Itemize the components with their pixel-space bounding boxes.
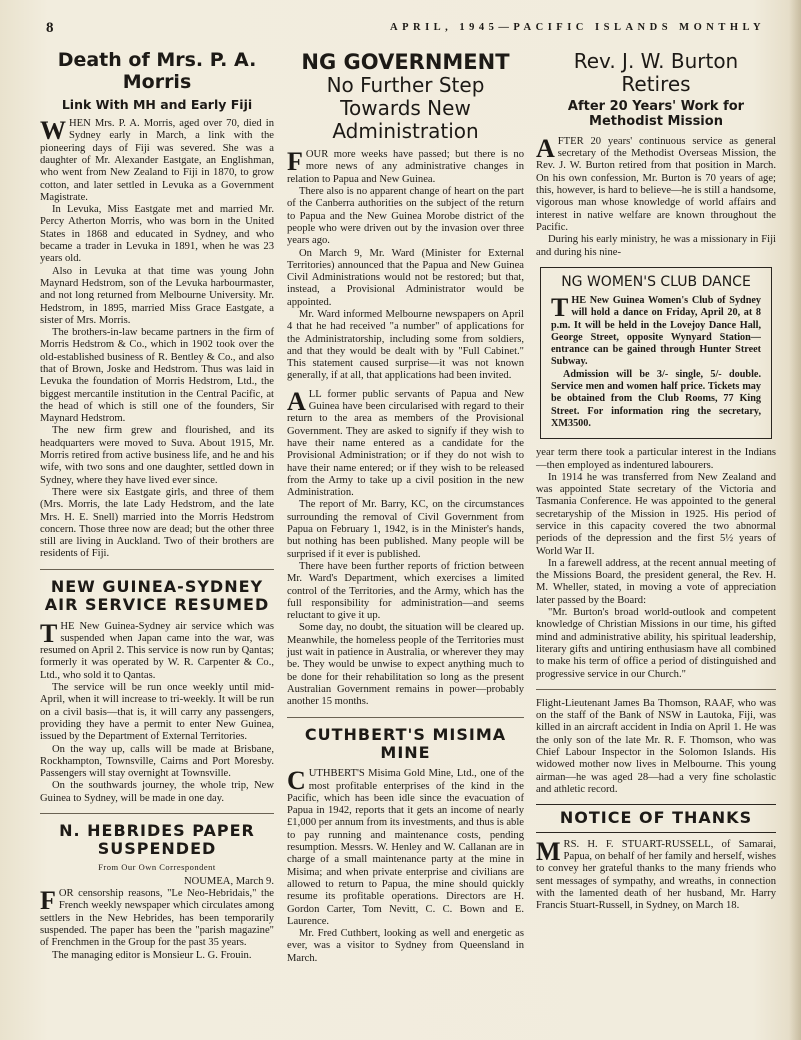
article-hebrides-paper (40, 822, 274, 962)
article-body (536, 133, 776, 259)
article-body (40, 118, 274, 561)
dropcap: T (40, 618, 58, 648)
article-burton-continued (536, 447, 776, 681)
paragraph: In Levuka, Miss Eastgate met and married Mr. Percy Atherton Morris, who was born in the United States in 1868 and educated in Sydney, and who became a trader in Levuka in 1891, when he was 23 years old. (40, 204, 274, 265)
dropcap: M (536, 836, 561, 866)
column-1 (40, 50, 274, 962)
paragraph: Also in Levuka at that time was young John Maynard Hedstrom, son of the Levuka harbourmaster, and not long returned from Melbourne University. Mr. Hedstrom, in 1895, married Miss Grace Eastgate, a sister of Mrs. Morris. (40, 265, 274, 326)
dateline: NOUMEA, March 9. (183, 875, 274, 887)
dropcap: T (551, 292, 569, 322)
paragraph: HEN Mrs. P. A. Morris, aged over 70, died in Sydney early in March, a link with the pioneering days of Fiji was severed. She was a daughter of Mr. Alexander Eastgate, an Englishman, who went from New Zealand to Fiji in 1870, to grow cotton, and later settled in Levuka as a Government Magistrate. (40, 118, 274, 203)
article-ng-government (287, 50, 524, 709)
notice-of-thanks (536, 804, 776, 832)
paragraph: The brothers-in-law became partners in the firm of Morris Hedstrom & Co., which in 1902 took over the old-established business of R. Bentley & Co., and also that of Brown, Joske and Hedstrom. Thus was laid in Levuka the foundation of Morris Hedstrom, Ltd., the biggest mercantile institution in the Central Pacific, at the head of which is still one of the founders, Sir Maynard Hedstrom. (40, 327, 274, 425)
article-subtitle: Link With MH and Early Fiji (61, 96, 253, 112)
article-air-service (40, 578, 274, 805)
paragraph: On the way up, calls will be made at Brisbane, Rockhampton, Townsville, Cairns and Port Moresby. Passengers will stay overnight at Townsville. (40, 743, 274, 780)
column-3 (536, 50, 776, 912)
dropcap: W (40, 116, 66, 146)
article-subtitle: After 20 Years' Work for Methodist Mission (567, 99, 745, 129)
notice-box-dance (540, 267, 772, 439)
running-head: APRIL, 1945—PACIFIC ISLANDS MONTHLY (390, 22, 766, 33)
page-edge-shadow (789, 0, 801, 1040)
paragraph: In 1914 he was transferred from New Zealand and was appointed State secretary of the Victoria and Tasmania Conference. He was appointed to the general secretaryship of the Mission in 1925. His period of service in this capacity covered the two abnormal periods of the depression and the first 5½ years of World War II. (536, 471, 776, 557)
paragraph: The new firm grew and flourished, and its headquarters were moved to Suva. About 1915, Mr. Morris retired from active business life, and he and his wife, with two sons and one daughter, settled down in Sydney, where they have lived ever since. (40, 425, 274, 486)
paragraph: UTHBERT'S Misima Gold Mine, Ltd., one of the most profitable enterprises of the kind in the Pacific, which has been idle since the evacuation of Papua in 1942, reports that it gets an income of nearly £1,000 per annum from its investments, and thus is able to pay running and maintenance costs, pending resumption. Messrs. W. Henley and W. Callanan are in charge of a small maintenance party at the mine in Misima; and when private enterprise and civilians are allowed to return to Papua, the mine should quickly resume its profitable operations. Directors are H. Gordon Carter, Tom Nevitt, C. C. Bown and E. Laurence. (287, 768, 524, 927)
article-title: CUTHBERT'S MISIMA MINE (304, 724, 507, 762)
divider (40, 813, 274, 814)
article-title: NEW GUINEA-SYDNEY AIR SERVICE RESUMED (44, 576, 270, 615)
paragraph: OR censorship reasons, "Le Neo-Hebridais," the French weekly newspaper which circulates among settlers in the New Hebrides, has been temporarily suspended. The paper has been the "parish magazine" of Frenchmen in the Group for the past 35 years. (40, 888, 274, 949)
dropcap: F (287, 147, 303, 177)
article-title: Death of Mrs. P. A. Morris (57, 49, 257, 93)
article-morris (40, 50, 274, 561)
article-misima-mine (287, 726, 524, 966)
paragraph: The report of Mr. Barry, KC, on the circumstances surrounding the removal of Civil Government from Papua on February 1, 1942, is in the Minister's hands, but nothing has been published. Many people will be surprised if it ever is published. (287, 499, 524, 560)
article-burton (536, 50, 776, 259)
paragraph: FTER 20 years' continuous service as general secretary of the Methodist Overseas Mission, the Rev. J. W. Burton retired from that position in March. On his own confession, Mr. Burton is 70 years of age; this, however, is hard to believe—he is still a handsome, vigorous man whose knowledge of world affairs and interest in native welfare are known throughout the Pacific. (536, 135, 776, 233)
page-number: 8 (46, 20, 54, 36)
paragraph: There also is no apparent change of heart on the part of the Canberra authorities on the subject of the return to Papua and the New Guinea Morobe district of the people who were driven out by the invasion over three years ago. (287, 186, 524, 247)
article-subtitle: No Further Step Towards New Administration (326, 73, 485, 144)
article-title: NG GOVERNMENT (301, 50, 510, 74)
byline: From Our Own Correspondent (98, 861, 216, 872)
article-title: N. HEBRIDES PAPER SUSPENDED (59, 820, 255, 859)
paragraph: Admission will be 3/- single, 5/- double. Service men and women half price. Tickets may be obtained from the Club Rooms, 77 King Street. For information ring the secretary, XM3500. (551, 368, 761, 429)
notice-title: NG WOMEN'S CLUB DANCE (561, 273, 751, 290)
article-body (287, 149, 524, 708)
article-body (40, 888, 274, 962)
divider (40, 569, 274, 570)
divider (287, 717, 524, 718)
paragraph: There were six Eastgate girls, and three of them (Mrs. Morris, the late Lady Hedstrom, and the late Mrs. H. E. Snell) married into the Morris Hedstrom concern. Those three now are dead; but the other three still are living in Auckland. Two of their brothers are residents of Fiji. (40, 486, 274, 560)
article-body (40, 618, 274, 805)
paragraph: HE New Guinea Women's Club of Sydney will hold a dance on Friday, April 20, at 8 p.m. It will be held in the Lovejoy Dance Hall, George Street, opposite Wynyard Station—entrance can be gained through Hunter Street Subway. (551, 294, 761, 368)
paragraph: OUR more weeks have passed; but there is no more news of any administrative changes in relation to Papua and New Guinea. (287, 149, 524, 185)
paragraph: The service will be run once weekly until mid-April, when it will increase to tri-weekly. It will be run on a civil basis—that is, it will carry any passengers, providing they have a permit to enter New Guinea, issued by the Department of External Territories. (40, 682, 274, 743)
paragraph: year term there took a particular interest in the Indians—then employed as indentured labourers. (536, 447, 776, 471)
dropcap: A (536, 133, 555, 163)
dropcap: A (287, 386, 306, 416)
dropcap: F (40, 886, 56, 916)
paragraph: LL former public servants of Papua and New Guinea have been circularised with regard to their return to the area as members of the Provisional Government. They are asked to signify if they wish to have their name entered as a candidate for the Provisional Administration; or if they do not wish to have their name entered; or if they wish to be released from the Army to take up a civil position in the new Administration. (287, 388, 524, 499)
divider (536, 689, 776, 690)
paragraph: In a farewell address, at the recent annual meeting of the Missions Board, the president general, the Rev. H. M. Wheller, stated, in moving a vote of appreciation later passed by the Board: (536, 557, 776, 606)
paragraph: On the southwards journey, the whole trip, New Guinea to Sydney, will be made in one day. (40, 780, 274, 804)
paragraph: HE New Guinea-Sydney air service which was suspended when Japan came into the war, was resumed on April 2. This service is now run by Qantas; formerly it was operated by W. R. Carpenter & Co., Ltd., who sold it to Qantas. (40, 620, 274, 681)
article-title: NOTICE OF THANKS (559, 808, 753, 828)
column-2 (287, 50, 524, 965)
paragraph: "Mr. Burton's broad world-outlook and competent knowledge of Christian Missions in our time, his gifted mind and administrative ability, his spiritual leadership, literary gifts and untiring enthusiasm have all combined to make his term of office a period of distinguished and progressive service in our Church." (536, 607, 776, 680)
paragraph: The managing editor is Monsieur L. G. Frouin. (52, 949, 252, 961)
paragraph: During his early ministry, he was a missionary in Fiji and during his nine- (536, 234, 776, 258)
paragraph: Some day, no doubt, the situation will be cleared up. Meanwhile, the homeless people of the Territories must just wait in patience in Australia, or wherever they may be. They would be unwise to expect anything much to be done for their rehabilitation so long as the present Australian Government remains in power—probably another 15 months. (287, 622, 524, 708)
article-body (287, 768, 524, 965)
paragraph: RS. H. F. STUART-RUSSELL, of Samarai, Papua, on behalf of her family and herself, wishes to convey her grateful thanks to the many friends who sent messages of sympathy, and wreaths, in connection with the lamented death of her husband, Mr. Harry Francis Stuart-Russell, in Sydney, on March 18. (536, 838, 776, 912)
article-body (536, 836, 776, 913)
article-thomson (536, 698, 776, 796)
paragraph: On March 9, Mr. Ward (Minister for External Territories) announced that the Papua and New Guinea Civil Administrations would not be restored; but that, instead, a Provisional Administrator would be appointed. (287, 247, 524, 308)
paragraph: Mr. Ward informed Melbourne newspapers on April 4 that he had received "a number" of applications for the Administratorship, including some from soldiers, and that they would be dealt with by "Full Cabinet." This statement caused surprise—it was not known generally, if at all, that applications had been invited. (287, 309, 524, 382)
article-title: Rev. J. W. Burton Retires (573, 49, 739, 96)
dropcap: C (287, 766, 306, 796)
paragraph: There have been further reports of friction between Mr. Ward's Department, which exercises a limited control of the Territories, and the Army, which has the full responsibility for administration—and seems reluctant to give it up. (287, 560, 524, 622)
paragraph: Flight-Lieutenant James Ba Thomson, RAAF, who was on the staff of the Bank of NSW in Lautoka, Fiji, was killed in an aircraft accident in India on April 1. He was the only son of the late Mr. R. F. Thomson, who was Chief Labour Inspector in the Solomon Islands. His widowed mother now lives in Melbourne. This young airman—he was aged 28—had a very fine scholastic and athletic record. (536, 697, 776, 795)
paragraph: Mr. Fred Cuthbert, looking as well and energetic as ever, was a visitor to Sydney from Queensland in March. (287, 928, 524, 964)
